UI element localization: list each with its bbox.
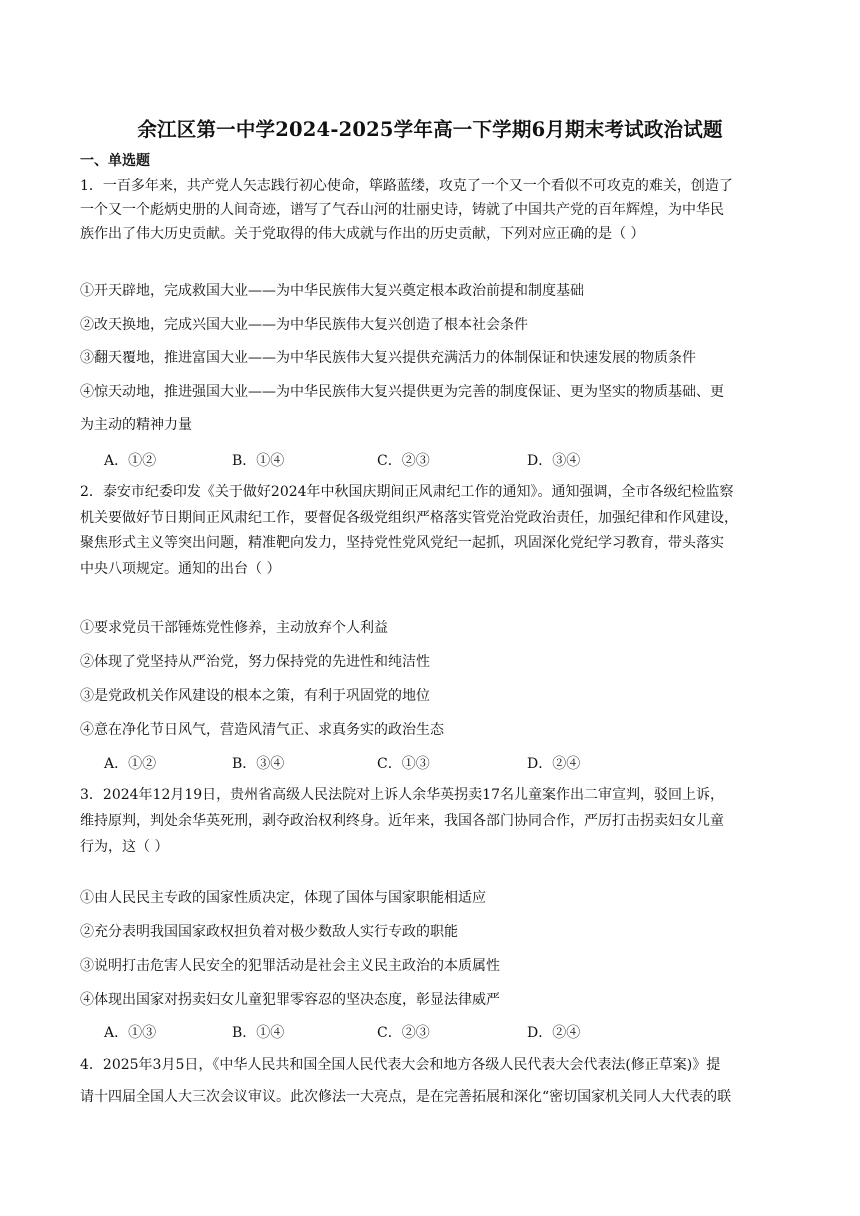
section-heading: 一、单选题 — [80, 153, 150, 169]
page-title: 余江区第一中学2024-2025学年高一下学期6月期末考试政治试题 — [137, 118, 723, 141]
question-stem-line: 聚焦形式主义等突出问题，精准靶向发力，坚持党性党风党纪一起抓，巩固深化党纪学习教育，带头落实 — [80, 535, 724, 551]
option-b[interactable]: B．①④ — [232, 453, 285, 469]
statement-item: ①要求党员干部锤炼党性修养，主动放弃个人利益 — [80, 620, 388, 636]
question-stem-line: 维持原判，判处余华英死刑，剥夺政治权利终身。近年来，我国各部门协同合作，严厉打击拐卖妇女儿童 — [80, 813, 724, 829]
question-stem-line: 族作出了伟大历史贡献。关于党取得的伟大成就与作出的历史贡献，下列对应正确的是（ ） — [80, 226, 645, 242]
question-4 — [80, 1053, 780, 1109]
question-stem-line: 1．一百多年来，共产党人矢志践行初心使命，筚路蓝缕，攻克了一个又一个看似不可攻克的难关，创造了 — [80, 178, 733, 194]
option-d[interactable]: D．②④ — [527, 756, 581, 772]
question-1-items — [80, 279, 780, 437]
option-d[interactable]: D．②④ — [527, 1025, 581, 1041]
question-stem-line: 请十四届全国人大三次会议审议。此次修法一大亮点，是在完善拓展和深化“密切国家机关同人大代表的联 — [80, 1089, 732, 1105]
option-a[interactable]: A．①③ — [104, 1025, 157, 1041]
statement-item: ②改天换地，完成兴国大业——为中华民族伟大复兴创造了根本社会条件 — [80, 316, 528, 333]
statement-item: ④意在净化节日风气，营造风清气正、求真务实的政治生态 — [80, 722, 444, 738]
question-2 — [80, 480, 780, 581]
statement-item: ④惊天动地，推进强国大业——为中华民族伟大复兴提供更为完善的制度保证、更为坚实的物质基础、更 — [80, 383, 724, 400]
statement-item: ③是党政机关作风建设的根本之策，有利于巩固党的地位 — [80, 688, 430, 704]
question-3-items — [80, 886, 780, 1012]
option-d[interactable]: D．③④ — [527, 453, 581, 469]
question-stem-line: 2．泰安市纪委印发《关于做好2024年中秋国庆期间正风肃纪工作的通知》。通知强调，全市各级纪检监察 — [80, 484, 734, 500]
option-c[interactable]: C．②③ — [377, 453, 430, 469]
option-b[interactable]: B．③④ — [232, 756, 285, 772]
question-stem-line: 机关要做好节日期间正风肃纪工作，要督促各级党组织严格落实管党治党政治责任，加强纪律和作风建设， — [80, 509, 738, 526]
statement-item: ②体现了党坚持从严治党，努力保持党的先进性和纯洁性 — [80, 654, 430, 670]
question-3 — [80, 783, 780, 859]
question-1 — [80, 174, 780, 246]
option-c[interactable]: C．②③ — [377, 1025, 430, 1041]
question-stem-line: 中央八项规定。通知的出台（ ） — [80, 560, 281, 577]
question-stem-line: 4．2025年3月5日，《中华人民共和国全国人民代表大会和地方各级人民代表大会代表法(修正草案)》提 — [80, 1057, 721, 1073]
statement-item: ④体现出国家对拐卖妇女儿童犯罪零容忍的坚决态度，彰显法律威严 — [80, 992, 500, 1008]
statement-item: ③说明打击危害人民安全的犯罪活动是社会主义民主政治的本质属性 — [80, 958, 500, 974]
question-2-items — [80, 616, 780, 742]
option-c[interactable]: C．①③ — [377, 756, 430, 772]
statement-item: ①由人民民主专政的国家性质决定，体现了国体与国家职能相适应 — [80, 890, 486, 906]
question-stem-line: 一个又一个彪炳史册的人间奇迹，谱写了气吞山河的壮丽史诗，铸就了中国共产党的百年辉煌，为中华民 — [80, 202, 724, 218]
question-stem-line: 行为，这（ ） — [80, 839, 169, 855]
statement-item: ③翻天覆地，推进富国大业——为中华民族伟大复兴提供充满活力的体制保证和快速发展的物质条件 — [80, 350, 696, 366]
option-a[interactable]: A．①② — [104, 756, 157, 772]
statement-item: ②充分表明我国国家政权担负着对极少数敌人实行专政的职能 — [80, 924, 458, 940]
statement-item: ①开天辟地，完成救国大业——为中华民族伟大复兴奠定根本政治前提和制度基础 — [80, 283, 584, 299]
statement-item: 为主动的精神力量 — [80, 417, 192, 433]
question-stem-line: 3．2024年12月19日，贵州省高级人民法院对上诉人余华英拐卖17名儿童案作出二审宣判，驳回上诉， — [80, 787, 724, 803]
option-a[interactable]: A．①② — [104, 453, 157, 469]
option-b[interactable]: B．①④ — [232, 1025, 285, 1041]
